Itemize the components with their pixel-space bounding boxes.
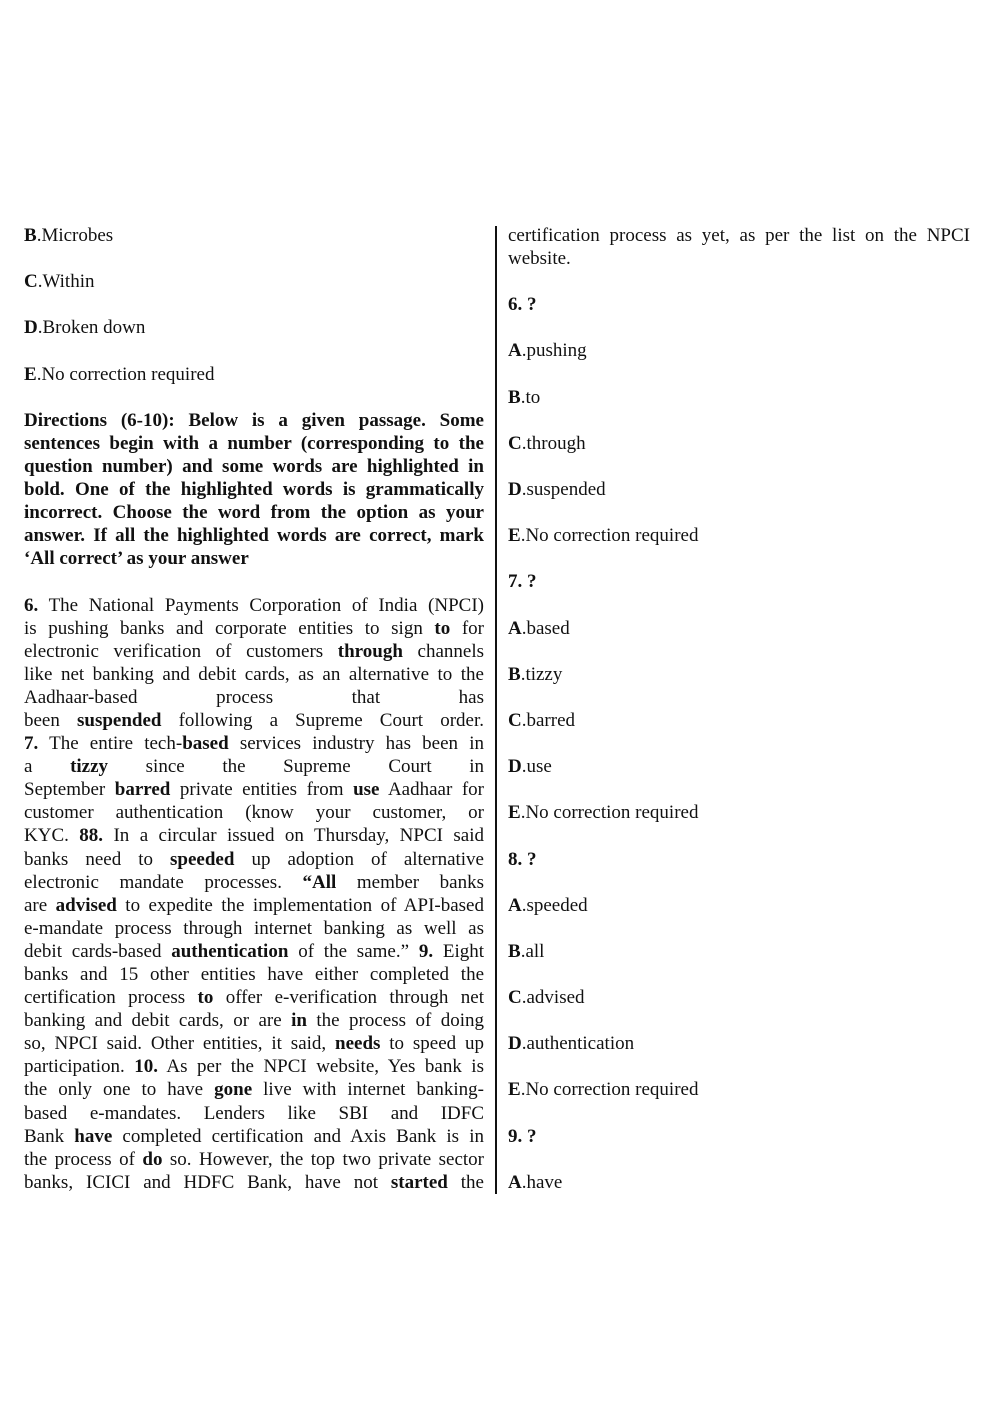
spacer [24, 570, 484, 593]
option-letter: B [508, 663, 521, 685]
passage-text: Bank [24, 1125, 75, 1147]
passage-text: for [450, 617, 484, 639]
passage-text: The National Payments Corporation of India (NPCI) [38, 594, 484, 616]
passage-text: the only one to have [24, 1079, 215, 1101]
answer-option [508, 1171, 970, 1194]
spacer [24, 386, 484, 409]
passage-text: Aadhaar for [379, 779, 484, 801]
passage-text: banks, ICICI and HDFC Bank, have not [24, 1171, 391, 1193]
option-letter: C [508, 432, 522, 454]
passage [24, 594, 484, 1194]
option-letter: C [508, 709, 522, 731]
passage-text: channels [402, 640, 484, 662]
option-text: .authentication [521, 1033, 635, 1055]
directions-line: sentences begin with a number (corresponding to the [24, 432, 484, 454]
passage-continuation: certification process as yet, as per the list on the NPCI [508, 225, 970, 246]
option-text: .based [521, 617, 570, 639]
passage-text: participation. [24, 1056, 135, 1078]
question-label: 6. ? [508, 294, 537, 316]
answer-option [508, 617, 970, 640]
answer-option [508, 432, 970, 455]
spacer [508, 686, 970, 709]
option-text: .use [521, 756, 552, 778]
passage-line [24, 963, 484, 986]
spacer [508, 270, 970, 293]
passage-text: Eight [433, 940, 485, 962]
passage-text: been [24, 709, 77, 731]
directions-line: ‘All correct’ as your answer [24, 548, 249, 570]
highlighted-word: in [291, 1010, 307, 1032]
option-text: .to [520, 386, 541, 408]
passage-text: to expedite the implementation of API-based [116, 894, 484, 916]
passage-text: following a Supreme Court order. [161, 709, 484, 731]
passage-text: banks need to [24, 848, 171, 870]
option-text: .No correction required [520, 1079, 699, 1101]
option-text: .No correction required [520, 525, 699, 547]
option-letter: B [508, 386, 521, 408]
spacer [508, 316, 970, 339]
passage-text: up adoption of alternative [234, 848, 484, 870]
passage-text: banking and debit cards, or are [24, 1010, 292, 1032]
question-label: 8. ? [508, 848, 537, 870]
answer-option [508, 339, 970, 362]
spacer [508, 824, 970, 847]
option-letter: C [24, 271, 38, 293]
passage-text: September [24, 779, 115, 801]
spacer [24, 293, 484, 316]
highlighted-word: use [353, 779, 380, 801]
highlighted-word: 7. [24, 733, 39, 755]
highlighted-word: barred [114, 779, 171, 801]
passage-text: private entities from [170, 779, 354, 801]
directions-line: incorrect. Choose the word from the option as your [24, 502, 484, 524]
highlighted-word: started [390, 1171, 448, 1193]
spacer [508, 409, 970, 432]
passage-text: As per the NPCI website, Yes bank is [158, 1056, 484, 1078]
passage-text: banks and 15 other entities have either completed the [24, 964, 484, 985]
spacer [508, 501, 970, 524]
spacer [508, 1148, 970, 1171]
highlighted-word: “All [302, 871, 337, 893]
passage-line [24, 1171, 484, 1194]
highlighted-word: to [197, 987, 214, 1009]
passage-continuation: website. [508, 248, 571, 270]
spacer [508, 1102, 970, 1125]
highlighted-word: speeded [170, 848, 235, 870]
option-text: .No correction required [36, 363, 215, 385]
answer-option [508, 386, 970, 409]
passage-text: a [24, 756, 71, 778]
option-text: .Microbes [36, 225, 114, 246]
passage-line [24, 755, 484, 778]
question-label: 9. ? [508, 1125, 537, 1147]
highlighted-word: 9. [418, 940, 434, 962]
spacer [508, 778, 970, 801]
option-letter: B [508, 940, 521, 962]
passage-line [24, 801, 484, 824]
directions-line: Directions (6-10): Below is a given passage. Some [24, 409, 484, 431]
option-letter: D [24, 317, 38, 339]
passage-line [24, 848, 484, 871]
passage-line [24, 778, 484, 801]
option-letter: A [508, 617, 522, 639]
passage-text: the process of [24, 1148, 143, 1170]
passage-line [24, 640, 484, 663]
spacer [508, 1055, 970, 1078]
passage-line [24, 1125, 484, 1148]
option-text: .through [521, 432, 586, 454]
answer-option [508, 478, 970, 501]
answer-option [24, 270, 484, 293]
passage-line [24, 686, 484, 709]
question-label: 7. ? [508, 571, 537, 593]
answer-option [24, 224, 484, 247]
answer-option [508, 986, 970, 1009]
highlighted-word: tizzy [70, 756, 109, 778]
passage-text: member banks [336, 871, 485, 893]
option-text: .advised [521, 987, 585, 1009]
highlighted-word: do [142, 1148, 163, 1170]
passage-line [24, 917, 484, 940]
option-text: .barred [521, 709, 576, 731]
passage-text: the [447, 1171, 484, 1193]
passage-line [24, 594, 484, 617]
highlighted-word: have [74, 1125, 113, 1147]
directions-line: answer. If all the highlighted words are correct, mark [24, 525, 484, 547]
passage-text: live with internet banking- [252, 1079, 484, 1101]
answer-option [24, 363, 484, 386]
passage-line [24, 871, 484, 894]
option-text: .all [520, 940, 545, 962]
highlighted-word: advised [55, 894, 117, 916]
highlighted-word: 10. [134, 1056, 158, 1078]
passage-text: services industry has been in [228, 733, 484, 755]
answer-option [508, 894, 970, 917]
passage-line [24, 1055, 484, 1078]
spacer [508, 363, 970, 386]
passage-text: of the same.” [288, 940, 419, 962]
spacer [508, 732, 970, 755]
right-column [508, 224, 970, 1194]
passage-line [24, 709, 484, 732]
answer-option [508, 663, 970, 686]
option-letter: D [508, 479, 522, 501]
passage-line [24, 1078, 484, 1101]
option-letter: A [508, 1171, 522, 1193]
option-text: .Broken down [37, 317, 146, 339]
option-letter: B [24, 225, 37, 246]
spacer [508, 640, 970, 663]
passage-line [24, 1032, 484, 1055]
passage-text: based e-mandates. Lenders like SBI and IDFC [24, 1102, 484, 1124]
passage-text: In a circular issued on Thursday, NPCI said [103, 825, 484, 847]
option-letter: A [508, 894, 522, 916]
spacer [24, 247, 484, 270]
option-letter: C [508, 987, 522, 1009]
passage-text: since the Supreme Court in [108, 756, 484, 778]
directions-line: question number) and some words are highlighted in [24, 455, 484, 477]
option-text: .Within [37, 271, 95, 293]
highlighted-word: through [337, 640, 403, 662]
answer-option [24, 316, 484, 339]
passage-text: so, NPCI said. Other entities, it said, [24, 1033, 336, 1055]
passage-line [24, 663, 484, 686]
answer-option [508, 524, 970, 547]
passage-text: customer authentication (know your customer, or [24, 802, 484, 824]
spacer [508, 1009, 970, 1032]
answer-option [508, 755, 970, 778]
option-text: .pushing [521, 340, 587, 362]
passage-text: the process of doing [306, 1010, 484, 1032]
passage-text: certification process [24, 987, 198, 1009]
passage-line [24, 617, 484, 640]
highlighted-word: authentication [171, 940, 289, 962]
passage-text: debit cards-based [24, 940, 172, 962]
highlighted-word: based [182, 733, 229, 755]
highlighted-word: gone [214, 1079, 253, 1101]
option-text: .tizzy [520, 663, 563, 685]
passage-text: to speed up [380, 1033, 484, 1055]
spacer [508, 547, 970, 570]
passage-text: like net banking and debit cards, as an alternative to the [24, 663, 484, 685]
option-text: .suspended [521, 479, 606, 501]
option-text: .have [521, 1171, 563, 1193]
highlighted-word: needs [335, 1033, 381, 1055]
passage-text: The entire tech- [38, 733, 183, 755]
option-letter: D [508, 756, 522, 778]
option-letter: D [508, 1033, 522, 1055]
passage-text: so. However, the top two private sector [162, 1148, 484, 1170]
answer-option [508, 801, 970, 824]
answer-option [508, 709, 970, 732]
passage-line [24, 894, 484, 917]
passage-line [24, 1148, 484, 1171]
passage-text: offer e-verification through net [213, 987, 485, 1009]
passage-line [24, 1009, 484, 1032]
passage-text: is pushing banks and corporate entities to sign [24, 617, 435, 639]
passage-text: KYC. [24, 825, 80, 847]
left-column [24, 224, 484, 1194]
spacer [508, 917, 970, 940]
highlighted-word: 6. [24, 594, 39, 616]
answer-option [508, 940, 970, 963]
passage-text: are [24, 894, 56, 916]
spacer [508, 594, 970, 617]
answer-option [508, 1078, 970, 1101]
option-letter: E [508, 802, 521, 824]
option-text: .speeded [521, 894, 588, 916]
option-letter: E [24, 363, 37, 385]
passage-text: electronic verification of customers [24, 640, 338, 662]
column-divider [495, 226, 497, 1194]
highlighted-word: to [434, 617, 451, 639]
passage-line [24, 986, 484, 1009]
passage-text: e-mandate process through internet banking as well as [24, 917, 484, 939]
passage-text: completed certification and Axis Bank is in [112, 1125, 484, 1147]
spacer [508, 871, 970, 894]
option-letter: E [508, 525, 521, 547]
directions-line: bold. One of the highlighted words is grammatically [24, 479, 484, 501]
option-letter: E [508, 1079, 521, 1101]
option-text: .No correction required [520, 802, 699, 824]
option-letter: A [508, 340, 522, 362]
highlighted-word: suspended [76, 709, 162, 731]
answer-option [508, 1032, 970, 1055]
directions [24, 409, 484, 571]
passage-line [24, 732, 484, 755]
passage-text: electronic mandate processes. [24, 871, 303, 893]
highlighted-word: 88. [79, 825, 104, 847]
spacer [508, 455, 970, 478]
passage-text: Aadhaar-based process that has [24, 686, 484, 708]
passage-line [24, 824, 484, 847]
passage-line [24, 1102, 484, 1125]
passage-line [24, 940, 484, 963]
spacer [24, 339, 484, 362]
spacer [508, 963, 970, 986]
